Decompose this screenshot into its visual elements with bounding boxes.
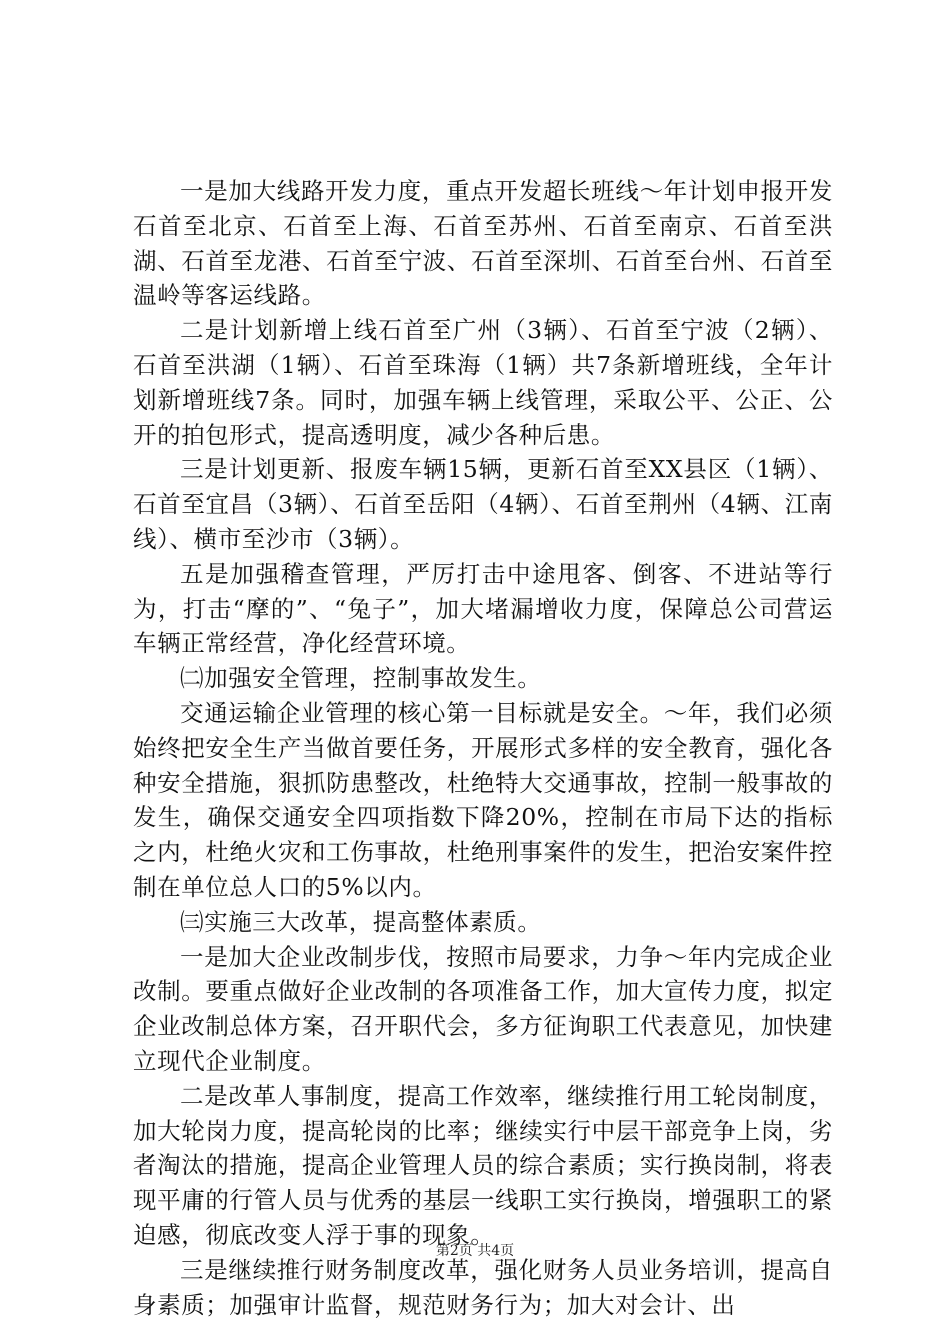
paragraph-new-routes: 二是计划新增上线石首至广州（3辆）、石首至宁波（2辆）、石首至洪湖（1辆）、石首至珠海（1辆）共7条新增班线，全年计划新增班线7条。同时，加强车辆上线管理，采取公平、公正、公开的拍包形式，提高透明度，减少各种后患。: [133, 316, 833, 449]
paragraph-enterprise-restructuring: 一是加大企业改制步伐，按照市局要求，力争～年内完成企业改制。要重点做好企业改制的各项准备工作，加大宣传力度，拟定企业改制总体方案，召开职代会，多方征询职工代表意见，加快建立现代企业制度。: [133, 942, 833, 1075]
page-number-footer: 第2页 共4页: [435, 1243, 515, 1259]
paragraph-safety-goals: 交通运输企业管理的核心第一目标就是安全。～年，我们必须始终把安全生产当做首要任务，开展形式多样的安全教育，强化各种安全措施，狠抓防患整改，杜绝特大交通事故，控制一般事故的发生，确保交通安全四项指数下降20%，控制在市局下达的指标之内，杜绝火灾和工伤事故，杜绝刑事案件的发生，把治安案件控制在单位总人口的5%以内。: [133, 698, 833, 901]
paragraph-route-development: 一是加大线路开发力度，重点开发超长班线～年计划申报开发石首至北京、石首至上海、石首至苏州、石首至南京、石首至洪湖、石首至龙港、石首至宁波、石首至深圳、石首至台州、石首至温岭等客运线路。: [133, 177, 833, 310]
paragraph-personnel-reform: 二是改革人事制度，提高工作效率，继续推行用工轮岗制度，加大轮岗力度，提高轮岗的比率；继续实行中层干部竞争上岗，劣者淘汰的措施，提高企业管理人员的综合素质；实行换岗制，将表现平庸的行管人员与优秀的基层一线职工实行换岗，增强职工的紧迫感，彻底改变人浮于事的现象。: [133, 1081, 833, 1249]
paragraph-finance-reform: 三是继续推行财务制度改革，强化财务人员业务培训，提高自身素质；加强审计监督，规范财务行为；加大对会计、出: [133, 1255, 833, 1319]
paragraph-inspection-management: 五是加强稽查管理，严厉打击中途甩客、倒客、不进站等行为，打击“摩的”、“兔子”，加大堵漏增收力度，保障总公司营运车辆正常经营，净化经营环境。: [133, 559, 833, 658]
section-heading-safety: ㈡加强安全管理，控制事故发生。: [180, 664, 542, 693]
document-body: [133, 174, 833, 1322]
section-heading-reforms: ㈢实施三大改革，提高整体素质。: [180, 907, 542, 936]
paragraph-vehicle-renewal: 三是计划更新、报废车辆15辆，更新石首至XX县区（1辆）、石首至宜昌（3辆）、石首至岳阳（4辆）、石首至荆州（4辆、江南线）、横市至沙市（3辆）。: [133, 455, 833, 553]
